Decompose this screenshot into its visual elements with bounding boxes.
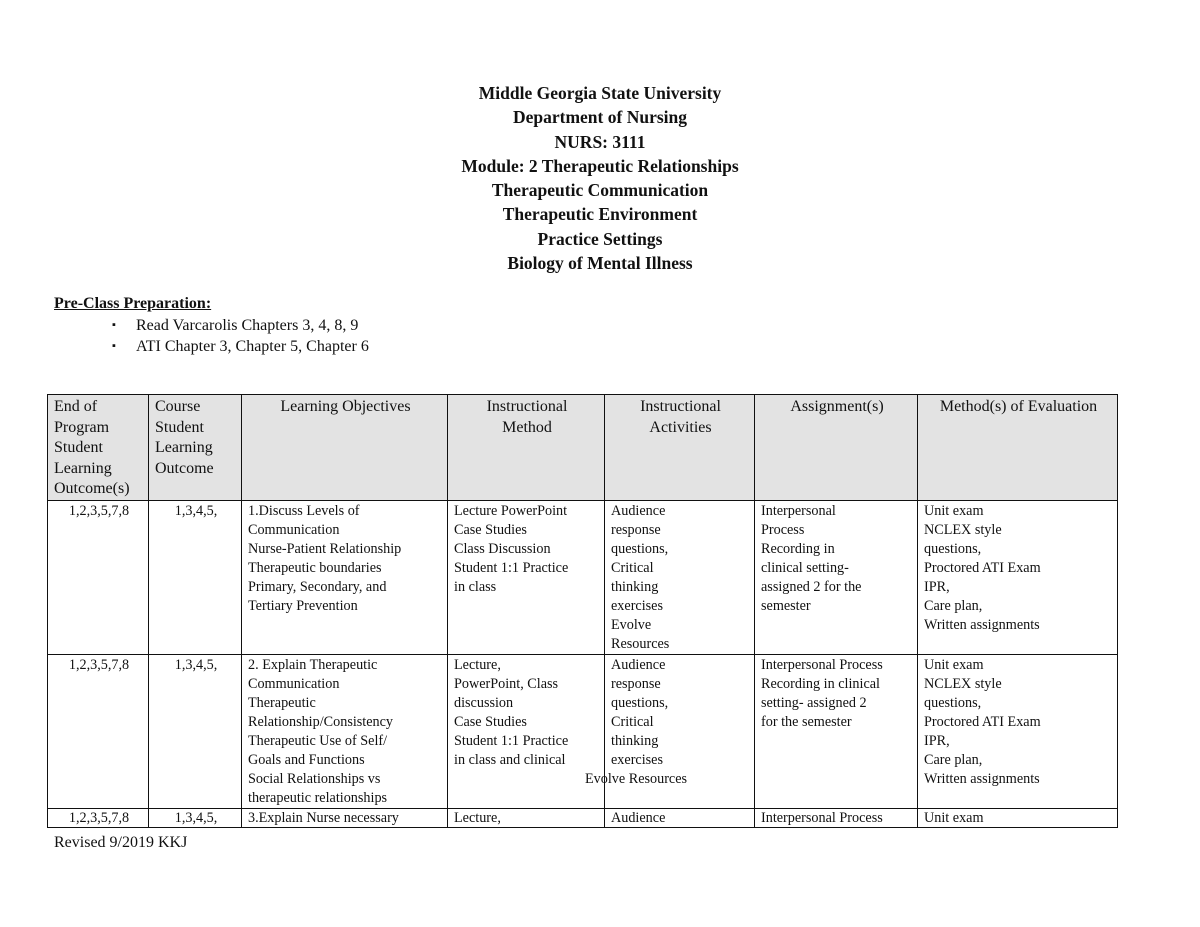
assignments-cell: Interpersonal Process Recording in clinical setting- assigned 2 for the semester	[755, 654, 918, 808]
square-bullet-icon: ▪	[112, 340, 116, 352]
activities-cell: Audience response questions, Critical thinking exercises Evolve Resources	[605, 500, 755, 654]
assignments-cell: Interpersonal Process	[755, 808, 918, 827]
preclass-preparation	[54, 292, 369, 357]
learning-objectives-table	[47, 394, 1118, 828]
objectives-cell: 3.Explain Nurse necessary	[242, 808, 448, 827]
header-course-outcomes: Course Student Learning Outcome	[149, 395, 242, 501]
university-name: Middle Georgia State University	[478, 83, 722, 103]
table-row	[48, 654, 1118, 808]
list-item-text: ATI Chapter 3, Chapter 5, Chapter 6	[136, 338, 369, 355]
table-header-row	[48, 395, 1118, 501]
assignments-cell: Interpersonal Process Recording in clinical setting- assigned 2 for the semester	[755, 500, 918, 654]
course-outcomes-cell: 1,3,4,5,	[149, 500, 242, 654]
header-program-outcomes: End of Program Student Learning Outcome(s)	[48, 395, 149, 501]
preclass-list	[54, 315, 369, 357]
revision-note: Revised 9/2019 KKJ	[54, 834, 188, 851]
document-header	[0, 81, 1200, 275]
module-topic: Therapeutic Environment	[502, 204, 698, 225]
list-item	[54, 315, 369, 336]
method-cell: Lecture, PowerPoint, Class discussion Case Studies Student 1:1 Practice in class and clinical	[448, 654, 605, 808]
header-learning-objectives: Learning Objectives	[242, 395, 448, 501]
preclass-title: Pre-Class Preparation:	[54, 295, 212, 312]
table-row	[48, 500, 1118, 654]
objectives-cell: 1.Discuss Levels of Communication Nurse-Patient Relationship Therapeutic boundaries Primary, Secondary, and Tertiary Prevention	[242, 500, 448, 654]
evaluation-cell: Unit exam NCLEX style questions, Proctored ATI Exam IPR, Care plan, Written assignments	[918, 654, 1118, 808]
method-cell: Lecture PowerPoint Case Studies Class Discussion Student 1:1 Practice in class	[448, 500, 605, 654]
course-code: NURS: 3111	[554, 131, 646, 152]
course-outcomes-cell: 1,3,4,5,	[149, 808, 242, 827]
header-instructional-activities: Instructional Activities	[605, 395, 755, 501]
method-cell: Lecture,	[448, 808, 605, 827]
module-topic: Biology of Mental Illness	[507, 253, 693, 274]
department-name: Department of Nursing	[512, 107, 687, 128]
header-instructional-method: Instructional Method	[448, 395, 605, 501]
list-item-text: Read Varcarolis Chapters 3, 4, 8, 9	[136, 317, 359, 334]
program-outcomes-cell: 1,2,3,5,7,8	[48, 808, 149, 827]
activities-cell: Audience response questions, Critical thinking exercises Evolve Resources	[605, 654, 755, 808]
header-assignments: Assignment(s)	[755, 395, 918, 501]
module-topic: Therapeutic Communication	[491, 180, 709, 201]
objectives-cell: 2. Explain Therapeutic Communication Therapeutic Relationship/Consistency Therapeutic Use of Self/ Goals and Functions Social Relationships vs therapeutic relationships	[242, 654, 448, 808]
course-outcomes-cell: 1,3,4,5,	[149, 654, 242, 808]
module-topic: Practice Settings	[537, 228, 663, 249]
table-row	[48, 808, 1118, 827]
list-item	[54, 336, 369, 357]
evaluation-cell: Unit exam	[918, 808, 1118, 827]
evaluation-cell: Unit exam NCLEX style questions, Proctored ATI Exam IPR, Care plan, Written assignments	[918, 500, 1118, 654]
activities-cell: Audience	[605, 808, 755, 827]
program-outcomes-cell: 1,2,3,5,7,8	[48, 500, 149, 654]
square-bullet-icon: ▪	[112, 319, 116, 331]
header-evaluation: Method(s) of Evaluation	[918, 395, 1118, 501]
module-title: Module: 2 Therapeutic Relationships	[461, 155, 739, 176]
program-outcomes-cell: 1,2,3,5,7,8	[48, 654, 149, 808]
